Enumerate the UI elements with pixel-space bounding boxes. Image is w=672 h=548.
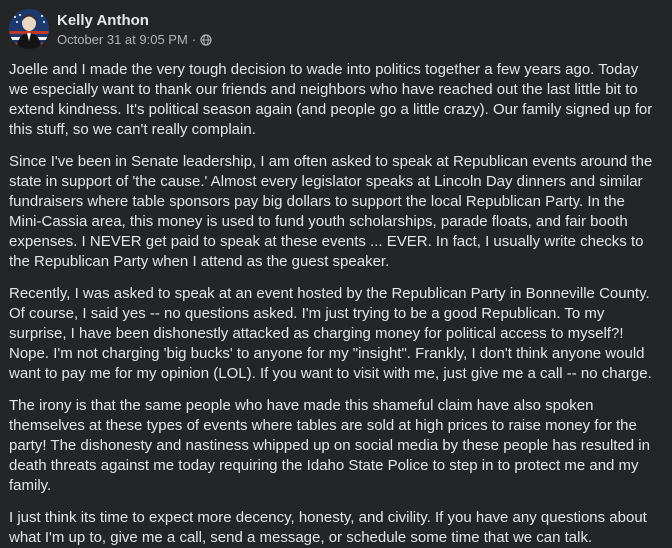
post-paragraph-3: Recently, I was asked to speak at an event hosted by the Republican Party in Bonneville County. Of course, I said yes -- no questions asked. I'm just trying to be a good Republican. To my surprise, I have been dishonestly attacked as charging money for political access to myself?! Nope. I'm not charging 'big bucks' to anyone for my "insight". Frankly, I don't think anyone would want to pay me for my opinion (LOL). If you want to visit with me, just give me a call -- no charge.: [9, 285, 652, 382]
post-meta: [57, 11, 212, 48]
author-name[interactable]: Kelly Anthon: [57, 11, 149, 29]
post-paragraph-4: The irony is that the same people who have made this shameful claim have also spoken themselves at these types of events where tables are sold at high prices to raise money for the party! The dishonesty and nastiness whipped up on social media by these people has resulted in death threats against me today requiring the Idaho State Police to step in to protect me and my family.: [9, 397, 650, 494]
separator-dot: ·: [191, 31, 197, 47]
post-paragraph-1: Joelle and I made the very tough decision to wade into politics together a few years ago. Today we especially want to thank our friends and neighbors who have reached out the last little bit to extend kindness. It's political season again (and people go a little crazy). Our family signed up for this stuff, so we can't really complain.: [9, 61, 653, 138]
profile-avatar[interactable]: [9, 9, 49, 49]
post-paragraph-2: Since I've been in Senate leadership, I am often asked to speak at Republican events around the state in support of 'the cause.' Almost every legislator speaks at Lincoln Day dinners and similar fundraisers where table sponsors pay big dollars to support the local Republican Party. In the Mini-Cassia area, this money is used to fund youth scholarships, parade floats, and fair booth expenses. I NEVER get paid to speak at these events ... EVER. In fact, I usually write checks to the Republican Party when I attend as the guest speaker.: [9, 153, 653, 270]
post-timestamp[interactable]: October 31 at 9:05 PM: [57, 31, 188, 47]
post-subline: [57, 31, 212, 48]
post-paragraph-5: I just think its time to expect more decency, honesty, and civility. If you have any questions about what I'm up to, give me a call, send a message, or schedule some time that we can talk.: [9, 509, 647, 546]
post-header: [9, 8, 663, 50]
globe-icon[interactable]: [200, 33, 212, 45]
post-body: [9, 60, 663, 548]
profile-avatar-flag-icon: [9, 9, 49, 49]
